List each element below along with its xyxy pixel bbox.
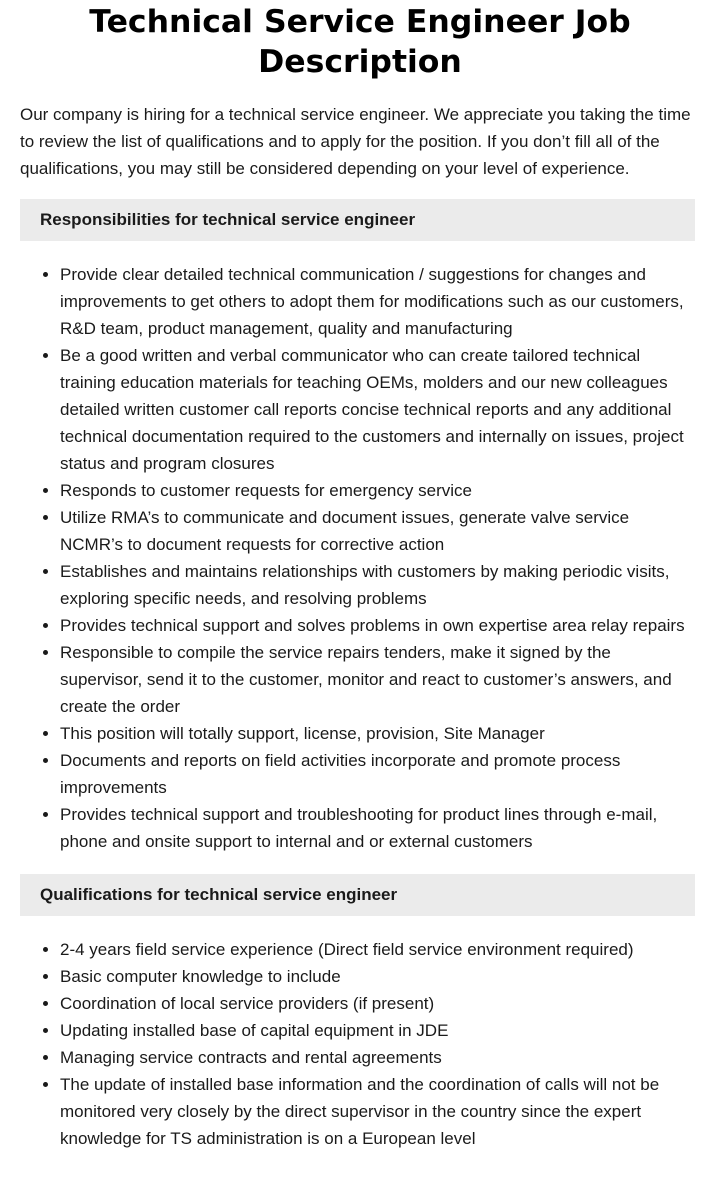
list-item: • Coordination of local service providers (if present)	[60, 990, 695, 1017]
list-item: • Updating installed base of capital equipment in JDE	[60, 1017, 695, 1044]
qualifications-list	[20, 936, 695, 1152]
list-item: • Responds to customer requests for emergency service	[60, 477, 695, 504]
list-item: • Basic computer knowledge to include	[60, 963, 695, 990]
list-item: • Documents and reports on field activities incorporate and promote process improvements	[60, 747, 695, 801]
list-item: • Provides technical support and solves problems in own expertise area relay repairs	[60, 612, 695, 639]
list-item: • Responsible to compile the service repairs tenders, make it signed by the supervisor, send it to the customer, monitor and react to customer’s answers, and create the order	[60, 639, 695, 720]
list-item: • Managing service contracts and rental agreements	[60, 1044, 695, 1071]
list-item: • Utilize RMA’s to communicate and document issues, generate valve service NCMR’s to document requests for corrective action	[60, 504, 695, 558]
list-item: • 2-4 years field service experience (Direct field service environment required)	[60, 936, 695, 963]
intro-paragraph: Our company is hiring for a technical service engineer. We appreciate you taking the time to review the list of qualifications and to apply for the position. If you don’t fill all of the qualifications, you may still be considered depending on your level of experience.	[20, 105, 691, 178]
list-item: • Be a good written and verbal communicator who can create tailored technical training education materials for teaching OEMs, molders and our new colleagues detailed written customer call reports concise technical reports and any additional technical documentation required to the customers and internally on issues, project status and program closures	[60, 342, 695, 477]
list-item: • Provides technical support and troubleshooting for product lines through e-mail, phone and onsite support to internal and or external customers	[60, 801, 695, 855]
qualifications-heading: Qualifications for technical service engineer	[20, 874, 695, 916]
list-item: • Establishes and maintains relationships with customers by making periodic visits, exploring specific needs, and resolving problems	[60, 558, 695, 612]
page-title: Technical Service Engineer Job Description	[89, 4, 631, 80]
list-item: • Provide clear detailed technical communication / suggestions for changes and improvements to get others to adopt them for modifications such as our customers, R&D team, product management, quality and manufacturing	[60, 261, 695, 342]
responsibilities-list	[20, 261, 695, 855]
list-item: • The update of installed base information and the coordination of calls will not be monitored very closely by the direct supervisor in the country since the expert knowledge for TS administration is on a European level	[60, 1071, 695, 1152]
responsibilities-heading: Responsibilities for technical service engineer	[20, 199, 695, 241]
list-item: • This position will totally support, license, provision, Site Manager	[60, 720, 695, 747]
